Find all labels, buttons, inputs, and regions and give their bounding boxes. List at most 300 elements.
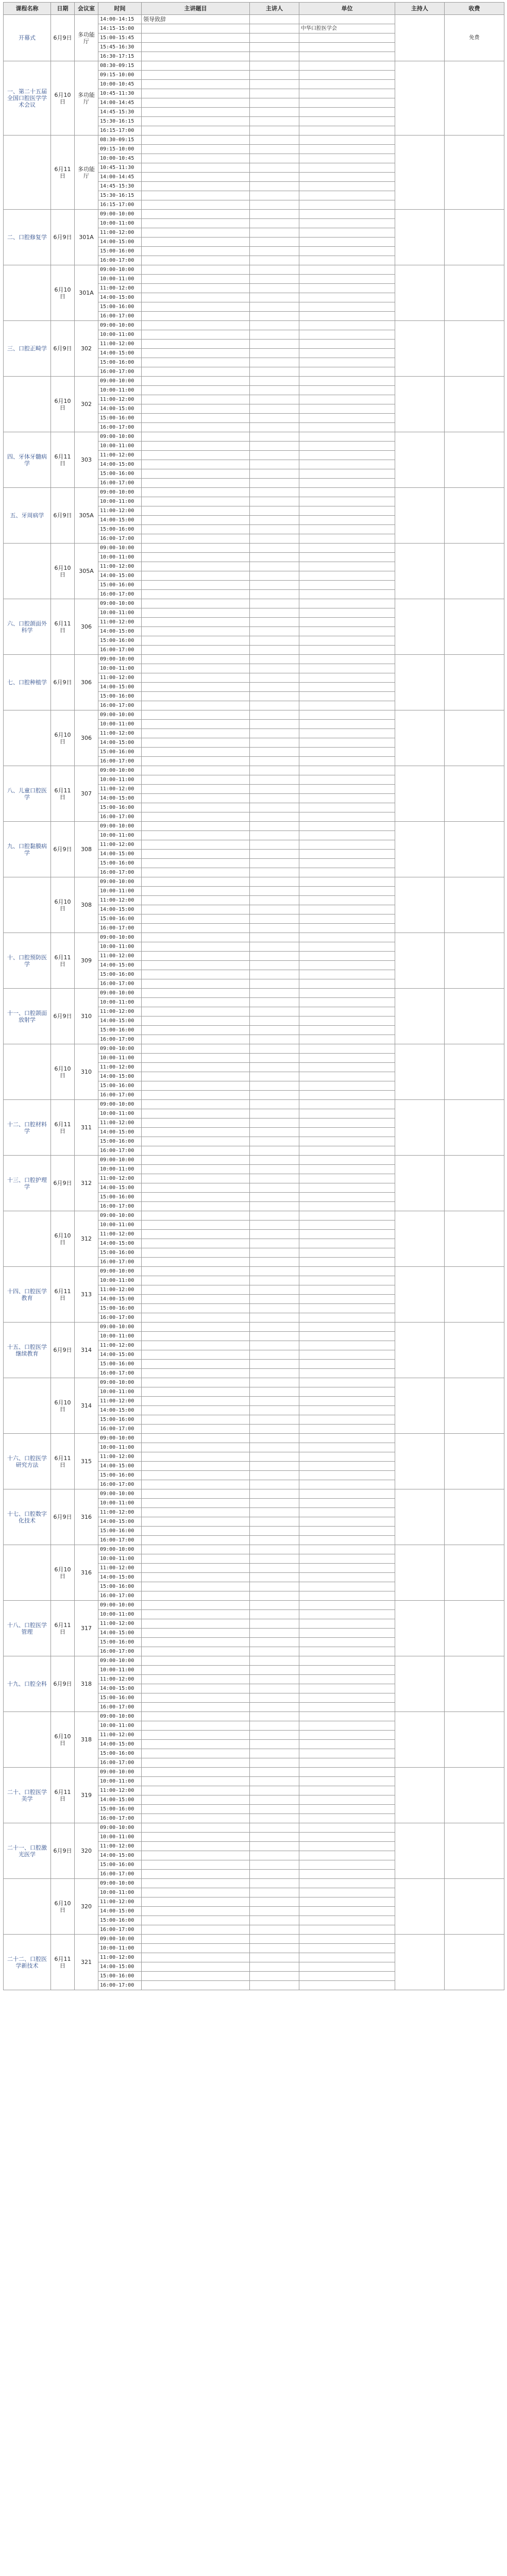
slot-unit: [299, 210, 395, 219]
slot-unit: 中华口腔医学会: [299, 24, 395, 33]
slot-time: 15:00-16:00: [98, 914, 142, 924]
slot-unit: [299, 1944, 395, 1953]
slot-unit: [299, 1100, 395, 1109]
slot-unit: [299, 1768, 395, 1777]
slot-time: 16:15-17:00: [98, 200, 142, 210]
slot-speaker: [250, 451, 299, 460]
slot-time: 16:00-17:00: [98, 312, 142, 321]
slot-unit: [299, 1601, 395, 1610]
table-row: [4, 210, 504, 219]
slot-speaker: [250, 516, 299, 525]
slot-speaker: [250, 247, 299, 256]
slot-speaker: [250, 840, 299, 850]
session-host: [395, 1100, 445, 1156]
slot-speaker: [250, 108, 299, 117]
session-fee: [445, 1434, 504, 1489]
slot-topic: [142, 451, 250, 460]
slot-topic: [142, 1016, 250, 1026]
slot-time: 10:45-11:30: [98, 163, 142, 173]
slot-unit: [299, 1972, 395, 1981]
slot-unit: [299, 608, 395, 618]
slot-unit: [299, 1981, 395, 1990]
slot-topic: [142, 1128, 250, 1137]
slot-speaker: [250, 1221, 299, 1230]
session-place: 多功能厅: [75, 15, 98, 61]
slot-time: 16:30-17:15: [98, 52, 142, 61]
slot-unit: [299, 720, 395, 729]
slot-time: 11:00-12:00: [98, 1897, 142, 1907]
slot-time: 10:00-11:00: [98, 1888, 142, 1897]
slot-speaker: [250, 1378, 299, 1387]
slot-topic: [142, 367, 250, 377]
slot-unit: [299, 1795, 395, 1805]
slot-time: 15:00-16:00: [98, 1749, 142, 1758]
table-row: [4, 1768, 504, 1777]
slot-speaker: [250, 1851, 299, 1860]
slot-unit: [299, 581, 395, 590]
session-date: 6月10日: [51, 377, 75, 432]
slot-topic: [142, 1267, 250, 1276]
slot-unit: [299, 404, 395, 414]
slot-time: 10:00-11:00: [98, 1777, 142, 1786]
slot-unit: [299, 340, 395, 349]
session-date: 6月10日: [51, 1211, 75, 1267]
session-name: 一、第二十五届全国口腔医学学术会议: [4, 61, 51, 135]
slot-topic: [142, 1860, 250, 1870]
slot-time: 15:00-16:00: [98, 748, 142, 757]
slot-speaker: [250, 506, 299, 516]
slot-unit: [299, 1415, 395, 1425]
slot-speaker: [250, 15, 299, 24]
slot-unit: [299, 1499, 395, 1508]
slot-time: 15:00-16:00: [98, 636, 142, 646]
slot-unit: [299, 1230, 395, 1239]
slot-unit: [299, 117, 395, 126]
slot-topic: [142, 1035, 250, 1044]
table-row: [4, 1044, 504, 1054]
slot-time: 09:00-10:00: [98, 265, 142, 275]
session-place: 321: [75, 1935, 98, 1990]
slot-unit: [299, 1239, 395, 1248]
slot-time: 15:00-16:00: [98, 1026, 142, 1035]
slot-topic: [142, 1916, 250, 1925]
slot-unit: [299, 1276, 395, 1285]
slot-time: 09:00-10:00: [98, 377, 142, 386]
slot-unit: [299, 664, 395, 673]
slot-time: 14:00-15:00: [98, 1295, 142, 1304]
slot-speaker: [250, 1814, 299, 1823]
slot-topic: [142, 349, 250, 358]
slot-time: 11:00-12:00: [98, 1285, 142, 1295]
slot-unit: [299, 52, 395, 61]
slot-speaker: [250, 321, 299, 330]
slot-topic: [142, 1100, 250, 1109]
slot-unit: [299, 1054, 395, 1063]
slot-time: 11:00-12:00: [98, 506, 142, 516]
slot-unit: [299, 200, 395, 210]
table-row: [4, 432, 504, 442]
slot-time: 15:00-16:00: [98, 1193, 142, 1202]
table-row: [4, 135, 504, 145]
session-host: [395, 15, 445, 61]
slot-time: 14:00-15:00: [98, 1350, 142, 1360]
slot-speaker: [250, 1054, 299, 1063]
slot-time: 11:00-12:00: [98, 1230, 142, 1239]
slot-speaker: [250, 330, 299, 340]
slot-speaker: [250, 1675, 299, 1684]
session-fee: [445, 377, 504, 432]
table-row: [4, 877, 504, 887]
slot-time: 08:30-09:15: [98, 135, 142, 145]
slot-unit: [299, 952, 395, 961]
slot-time: 14:00-15:00: [98, 1239, 142, 1248]
session-host: [395, 544, 445, 599]
slot-speaker: [250, 1341, 299, 1350]
slot-unit: [299, 590, 395, 599]
slot-unit: [299, 1545, 395, 1554]
slot-time: 09:00-10:00: [98, 655, 142, 664]
slot-topic: [142, 1582, 250, 1591]
slot-topic: [142, 469, 250, 479]
session-place: 305A: [75, 544, 98, 599]
slot-topic: [142, 1703, 250, 1712]
session-name: [4, 1378, 51, 1434]
slot-topic: [142, 998, 250, 1007]
slot-speaker: [250, 1480, 299, 1489]
slot-time: 09:00-10:00: [98, 1601, 142, 1610]
slot-speaker: [250, 1925, 299, 1935]
slot-topic: [142, 1823, 250, 1833]
slot-unit: [299, 1313, 395, 1323]
slot-topic: [142, 173, 250, 182]
slot-time: 16:00-17:00: [98, 1536, 142, 1545]
slot-unit: [299, 1332, 395, 1341]
slot-unit: [299, 488, 395, 497]
slot-time: 16:00-17:00: [98, 924, 142, 933]
slot-unit: [299, 330, 395, 340]
session-place: 313: [75, 1267, 98, 1323]
slot-unit: [299, 1907, 395, 1916]
slot-speaker: [250, 544, 299, 553]
slot-unit: [299, 238, 395, 247]
slot-unit: [299, 933, 395, 942]
slot-topic: [142, 126, 250, 135]
slot-topic: [142, 1619, 250, 1629]
slot-speaker: [250, 692, 299, 701]
slot-unit: [299, 1925, 395, 1935]
slot-time: 11:00-12:00: [98, 785, 142, 794]
slot-time: 15:00-16:00: [98, 525, 142, 534]
slot-speaker: [250, 553, 299, 562]
table-row: [4, 655, 504, 664]
session-place: 309: [75, 933, 98, 989]
slot-topic: [142, 979, 250, 989]
slot-topic: [142, 293, 250, 302]
table-row: [4, 544, 504, 553]
slot-time: 11:00-12:00: [98, 395, 142, 404]
slot-time: 11:00-12:00: [98, 618, 142, 627]
slot-speaker: [250, 1183, 299, 1193]
slot-speaker: [250, 1081, 299, 1091]
slot-topic: [142, 646, 250, 655]
slot-unit: [299, 979, 395, 989]
slot-time: 09:00-10:00: [98, 1935, 142, 1944]
slot-time: 09:00-10:00: [98, 1768, 142, 1777]
slot-unit: [299, 571, 395, 581]
slot-unit: [299, 914, 395, 924]
slot-time: 11:00-12:00: [98, 1508, 142, 1517]
slot-speaker: [250, 1072, 299, 1081]
session-date: 6月11日: [51, 933, 75, 989]
slot-time: 11:00-12:00: [98, 952, 142, 961]
session-date: 6月10日: [51, 1378, 75, 1434]
slot-speaker: [250, 89, 299, 98]
session-fee: [445, 766, 504, 822]
slot-topic: [142, 952, 250, 961]
slot-time: 16:00-17:00: [98, 1981, 142, 1990]
slot-topic: [142, 1731, 250, 1740]
slot-topic: [142, 534, 250, 544]
slot-topic: [142, 1805, 250, 1814]
slot-speaker: [250, 850, 299, 859]
slot-time: 14:00-15:00: [98, 1907, 142, 1916]
slot-time: 14:00-14:45: [98, 173, 142, 182]
session-name: 十、口腔预防医学: [4, 933, 51, 989]
slot-speaker: [250, 1211, 299, 1221]
session-fee: [445, 1267, 504, 1323]
slot-time: 09:00-10:00: [98, 1489, 142, 1499]
slot-time: 14:00-15:00: [98, 1740, 142, 1749]
slot-topic: [142, 618, 250, 627]
slot-time: 11:00-12:00: [98, 1063, 142, 1072]
slot-speaker: [250, 1016, 299, 1026]
slot-time: 11:00-12:00: [98, 1842, 142, 1851]
slot-time: 15:00-16:00: [98, 1860, 142, 1870]
session-fee: [445, 655, 504, 710]
slot-speaker: [250, 61, 299, 71]
slot-time: 16:00-17:00: [98, 1035, 142, 1044]
slot-unit: [299, 822, 395, 831]
slot-time: 10:00-10:45: [98, 154, 142, 163]
session-date: 6月9日: [51, 488, 75, 544]
slot-topic: [142, 377, 250, 386]
slot-topic: [142, 1471, 250, 1480]
slot-speaker: [250, 1508, 299, 1517]
slot-speaker: [250, 794, 299, 803]
slot-speaker: [250, 312, 299, 321]
slot-time: 09:00-10:00: [98, 1656, 142, 1666]
slot-time: 10:00-11:00: [98, 442, 142, 451]
session-fee: [445, 989, 504, 1044]
slot-unit: [299, 1721, 395, 1731]
slot-topic: [142, 692, 250, 701]
slot-topic: [142, 1786, 250, 1795]
slot-speaker: [250, 238, 299, 247]
slot-time: 15:00-16:00: [98, 1638, 142, 1647]
slot-time: 15:00-16:00: [98, 692, 142, 701]
slot-topic: [142, 1183, 250, 1193]
slot-time: 16:00-17:00: [98, 646, 142, 655]
slot-unit: [299, 942, 395, 952]
slot-topic: [142, 933, 250, 942]
slot-speaker: [250, 256, 299, 265]
slot-topic: [142, 710, 250, 720]
session-fee: [445, 1656, 504, 1712]
table-row: [4, 1156, 504, 1165]
slot-unit: [299, 1174, 395, 1183]
slot-topic: [142, 71, 250, 80]
slot-time: 15:00-16:00: [98, 1805, 142, 1814]
slot-topic: [142, 1981, 250, 1990]
slot-topic: [142, 1137, 250, 1146]
session-name: [4, 1879, 51, 1935]
slot-time: 11:00-12:00: [98, 1564, 142, 1573]
slot-topic: [142, 497, 250, 506]
slot-speaker: [250, 367, 299, 377]
slot-topic: [142, 182, 250, 191]
slot-unit: [299, 1258, 395, 1267]
slot-time: 16:00-17:00: [98, 1258, 142, 1267]
slot-speaker: [250, 1527, 299, 1536]
slot-speaker: [250, 1545, 299, 1554]
slot-topic: [142, 608, 250, 618]
slot-speaker: [250, 1174, 299, 1183]
slot-topic: [142, 98, 250, 108]
slot-speaker: [250, 581, 299, 590]
slot-time: 16:00-17:00: [98, 423, 142, 432]
slot-topic: [142, 896, 250, 905]
slot-unit: [299, 1814, 395, 1823]
slot-unit: [299, 850, 395, 859]
slot-speaker: [250, 1118, 299, 1128]
slot-unit: [299, 1693, 395, 1703]
slot-time: 14:00-15:00: [98, 1016, 142, 1026]
slot-topic: [142, 442, 250, 451]
slot-topic: [142, 340, 250, 349]
slot-speaker: [250, 655, 299, 664]
slot-unit: [299, 655, 395, 664]
slot-time: 10:00-11:00: [98, 553, 142, 562]
slot-speaker: [250, 1156, 299, 1165]
slot-topic: [142, 1935, 250, 1944]
slot-topic: [142, 1536, 250, 1545]
slot-speaker: [250, 1638, 299, 1647]
slot-time: 14:00-15:00: [98, 1462, 142, 1471]
session-host: [395, 1489, 445, 1545]
slot-topic: [142, 1851, 250, 1860]
slot-unit: [299, 275, 395, 284]
slot-time: 09:00-10:00: [98, 488, 142, 497]
slot-speaker: [250, 1554, 299, 1564]
slot-topic: [142, 1295, 250, 1304]
session-place: 312: [75, 1211, 98, 1267]
slot-topic: [142, 1740, 250, 1749]
slot-unit: [299, 1582, 395, 1591]
slot-time: 10:00-11:00: [98, 1443, 142, 1452]
slot-topic: [142, 525, 250, 534]
slot-topic: [142, 506, 250, 516]
session-fee: [445, 710, 504, 766]
slot-speaker: [250, 1749, 299, 1758]
slot-time: 15:00-16:00: [98, 247, 142, 256]
slot-speaker: [250, 1666, 299, 1675]
slot-time: 14:45-15:30: [98, 182, 142, 191]
slot-topic: [142, 1721, 250, 1731]
slot-time: 14:00-15:00: [98, 1128, 142, 1137]
slot-unit: [299, 840, 395, 850]
slot-topic: [142, 1313, 250, 1323]
slot-time: 10:00-11:00: [98, 219, 142, 228]
session-date: 6月11日: [51, 1768, 75, 1823]
slot-unit: [299, 924, 395, 933]
slot-topic: [142, 1193, 250, 1202]
slot-time: 11:00-12:00: [98, 1953, 142, 1962]
slot-speaker: [250, 284, 299, 293]
slot-speaker: [250, 868, 299, 877]
slot-unit: [299, 1703, 395, 1712]
slot-unit: [299, 1554, 395, 1564]
slot-time: 09:00-10:00: [98, 822, 142, 831]
slot-speaker: [250, 757, 299, 766]
session-date: 6月10日: [51, 1545, 75, 1601]
slot-time: 11:00-12:00: [98, 451, 142, 460]
table-row: [4, 1323, 504, 1332]
session-name: 十五、口腔医学继续教育: [4, 1323, 51, 1378]
slot-time: 14:00-15:00: [98, 794, 142, 803]
slot-topic: [142, 673, 250, 683]
session-fee: [445, 1156, 504, 1211]
session-fee: [445, 1545, 504, 1601]
slot-unit: [299, 1350, 395, 1360]
slot-unit: [299, 1146, 395, 1156]
session-date: 6月10日: [51, 544, 75, 599]
slot-speaker: [250, 1684, 299, 1693]
session-name: 八、儿童口腔医学: [4, 766, 51, 822]
slot-topic: [142, 479, 250, 488]
slot-time: 14:00-15:00: [98, 349, 142, 358]
slot-unit: [299, 1397, 395, 1406]
slot-topic: [142, 247, 250, 256]
slot-topic: [142, 1656, 250, 1666]
slot-speaker: [250, 942, 299, 952]
slot-speaker: [250, 1489, 299, 1499]
slot-topic: [142, 1360, 250, 1369]
slot-unit: [299, 1480, 395, 1489]
slot-time: 16:00-17:00: [98, 1425, 142, 1434]
slot-topic: [142, 404, 250, 414]
slot-speaker: [250, 479, 299, 488]
slot-speaker: [250, 646, 299, 655]
slot-unit: [299, 386, 395, 395]
session-name: 十四、口腔医学教育: [4, 1267, 51, 1323]
slot-time: 16:00-17:00: [98, 1091, 142, 1100]
header-time: 时间: [98, 3, 142, 15]
slot-time: 10:00-11:00: [98, 1109, 142, 1118]
slot-unit: [299, 525, 395, 534]
slot-unit: [299, 1740, 395, 1749]
slot-unit: [299, 1471, 395, 1480]
slot-topic: [142, 636, 250, 646]
slot-speaker: [250, 952, 299, 961]
slot-speaker: [250, 1304, 299, 1313]
slot-unit: [299, 534, 395, 544]
slot-time: 10:00-11:00: [98, 330, 142, 340]
slot-unit: [299, 1536, 395, 1545]
slot-unit: [299, 516, 395, 525]
slot-speaker: [250, 1313, 299, 1323]
slot-time: 15:00-16:00: [98, 1137, 142, 1146]
slot-topic: [142, 1480, 250, 1489]
